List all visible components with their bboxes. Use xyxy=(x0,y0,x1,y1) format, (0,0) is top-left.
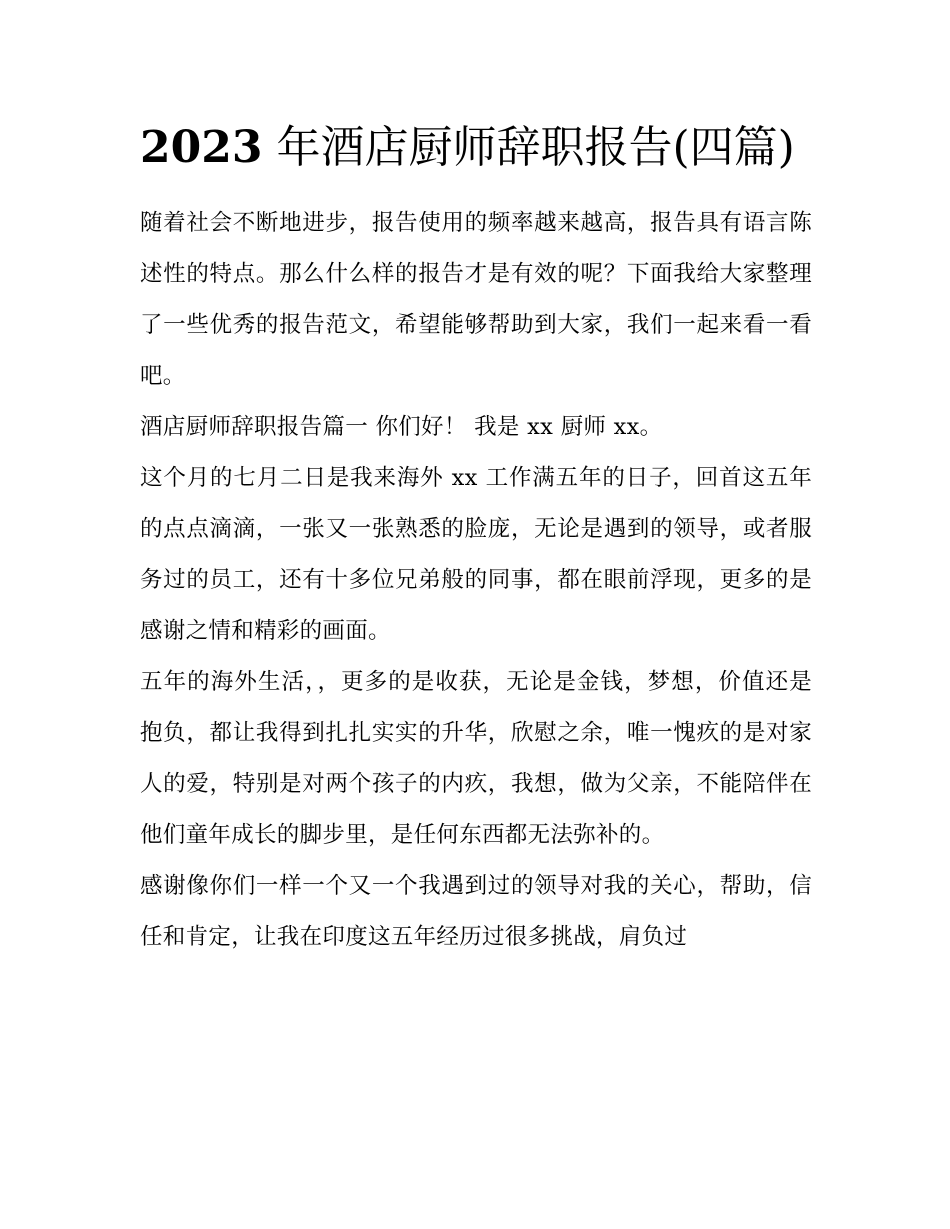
title-text: 年酒店厨师辞职报告(四篇) xyxy=(276,122,795,173)
paragraph-greeting: 酒店厨师辞职报告篇一 你们好！ 我是 xx 厨师 xx。 xyxy=(140,414,663,440)
paragraph-anniversary: 这个月的七月二日是我来海外 xx 工作满五年的日子，回首这五年的点点滴滴，一张又一张熟悉的脸庞，无论是遇到的领导，或者服务过的员工，还有十多位兄弟般的同事，都在眼前浮现，更多的是感谢之情和精彩的画面。 xyxy=(140,465,812,644)
paragraph-thanks: 感谢像你们一样一个又一个我遇到过的领导对我的关心，帮助，信任和肯定，让我在印度这五年经历过很多挑战，肩负过 xyxy=(140,873,812,950)
document-title xyxy=(140,112,812,184)
paragraph-overseas-life: 五年的海外生活，，更多的是收获，无论是金钱，梦想，价值还是抱负，都让我得到扎扎实实的升华，欣慰之余，唯一愧疚的是对家人的爱，特别是对两个孩子的内疚，我想，做为父亲，不能陪伴在他们童年成长的脚步里，是任何东西都无法弥补的。 xyxy=(140,669,812,848)
paragraph-intro: 随着社会不断地进步，报告使用的频率越来越高，报告具有语言陈述性的特点。那么什么样的报告才是有效的呢？下面我给大家整理了一些优秀的报告范文，希望能够帮助到大家，我们一起来看一看吧。 xyxy=(140,210,812,389)
document-body xyxy=(140,112,812,963)
title-year: 2023 xyxy=(140,122,263,173)
